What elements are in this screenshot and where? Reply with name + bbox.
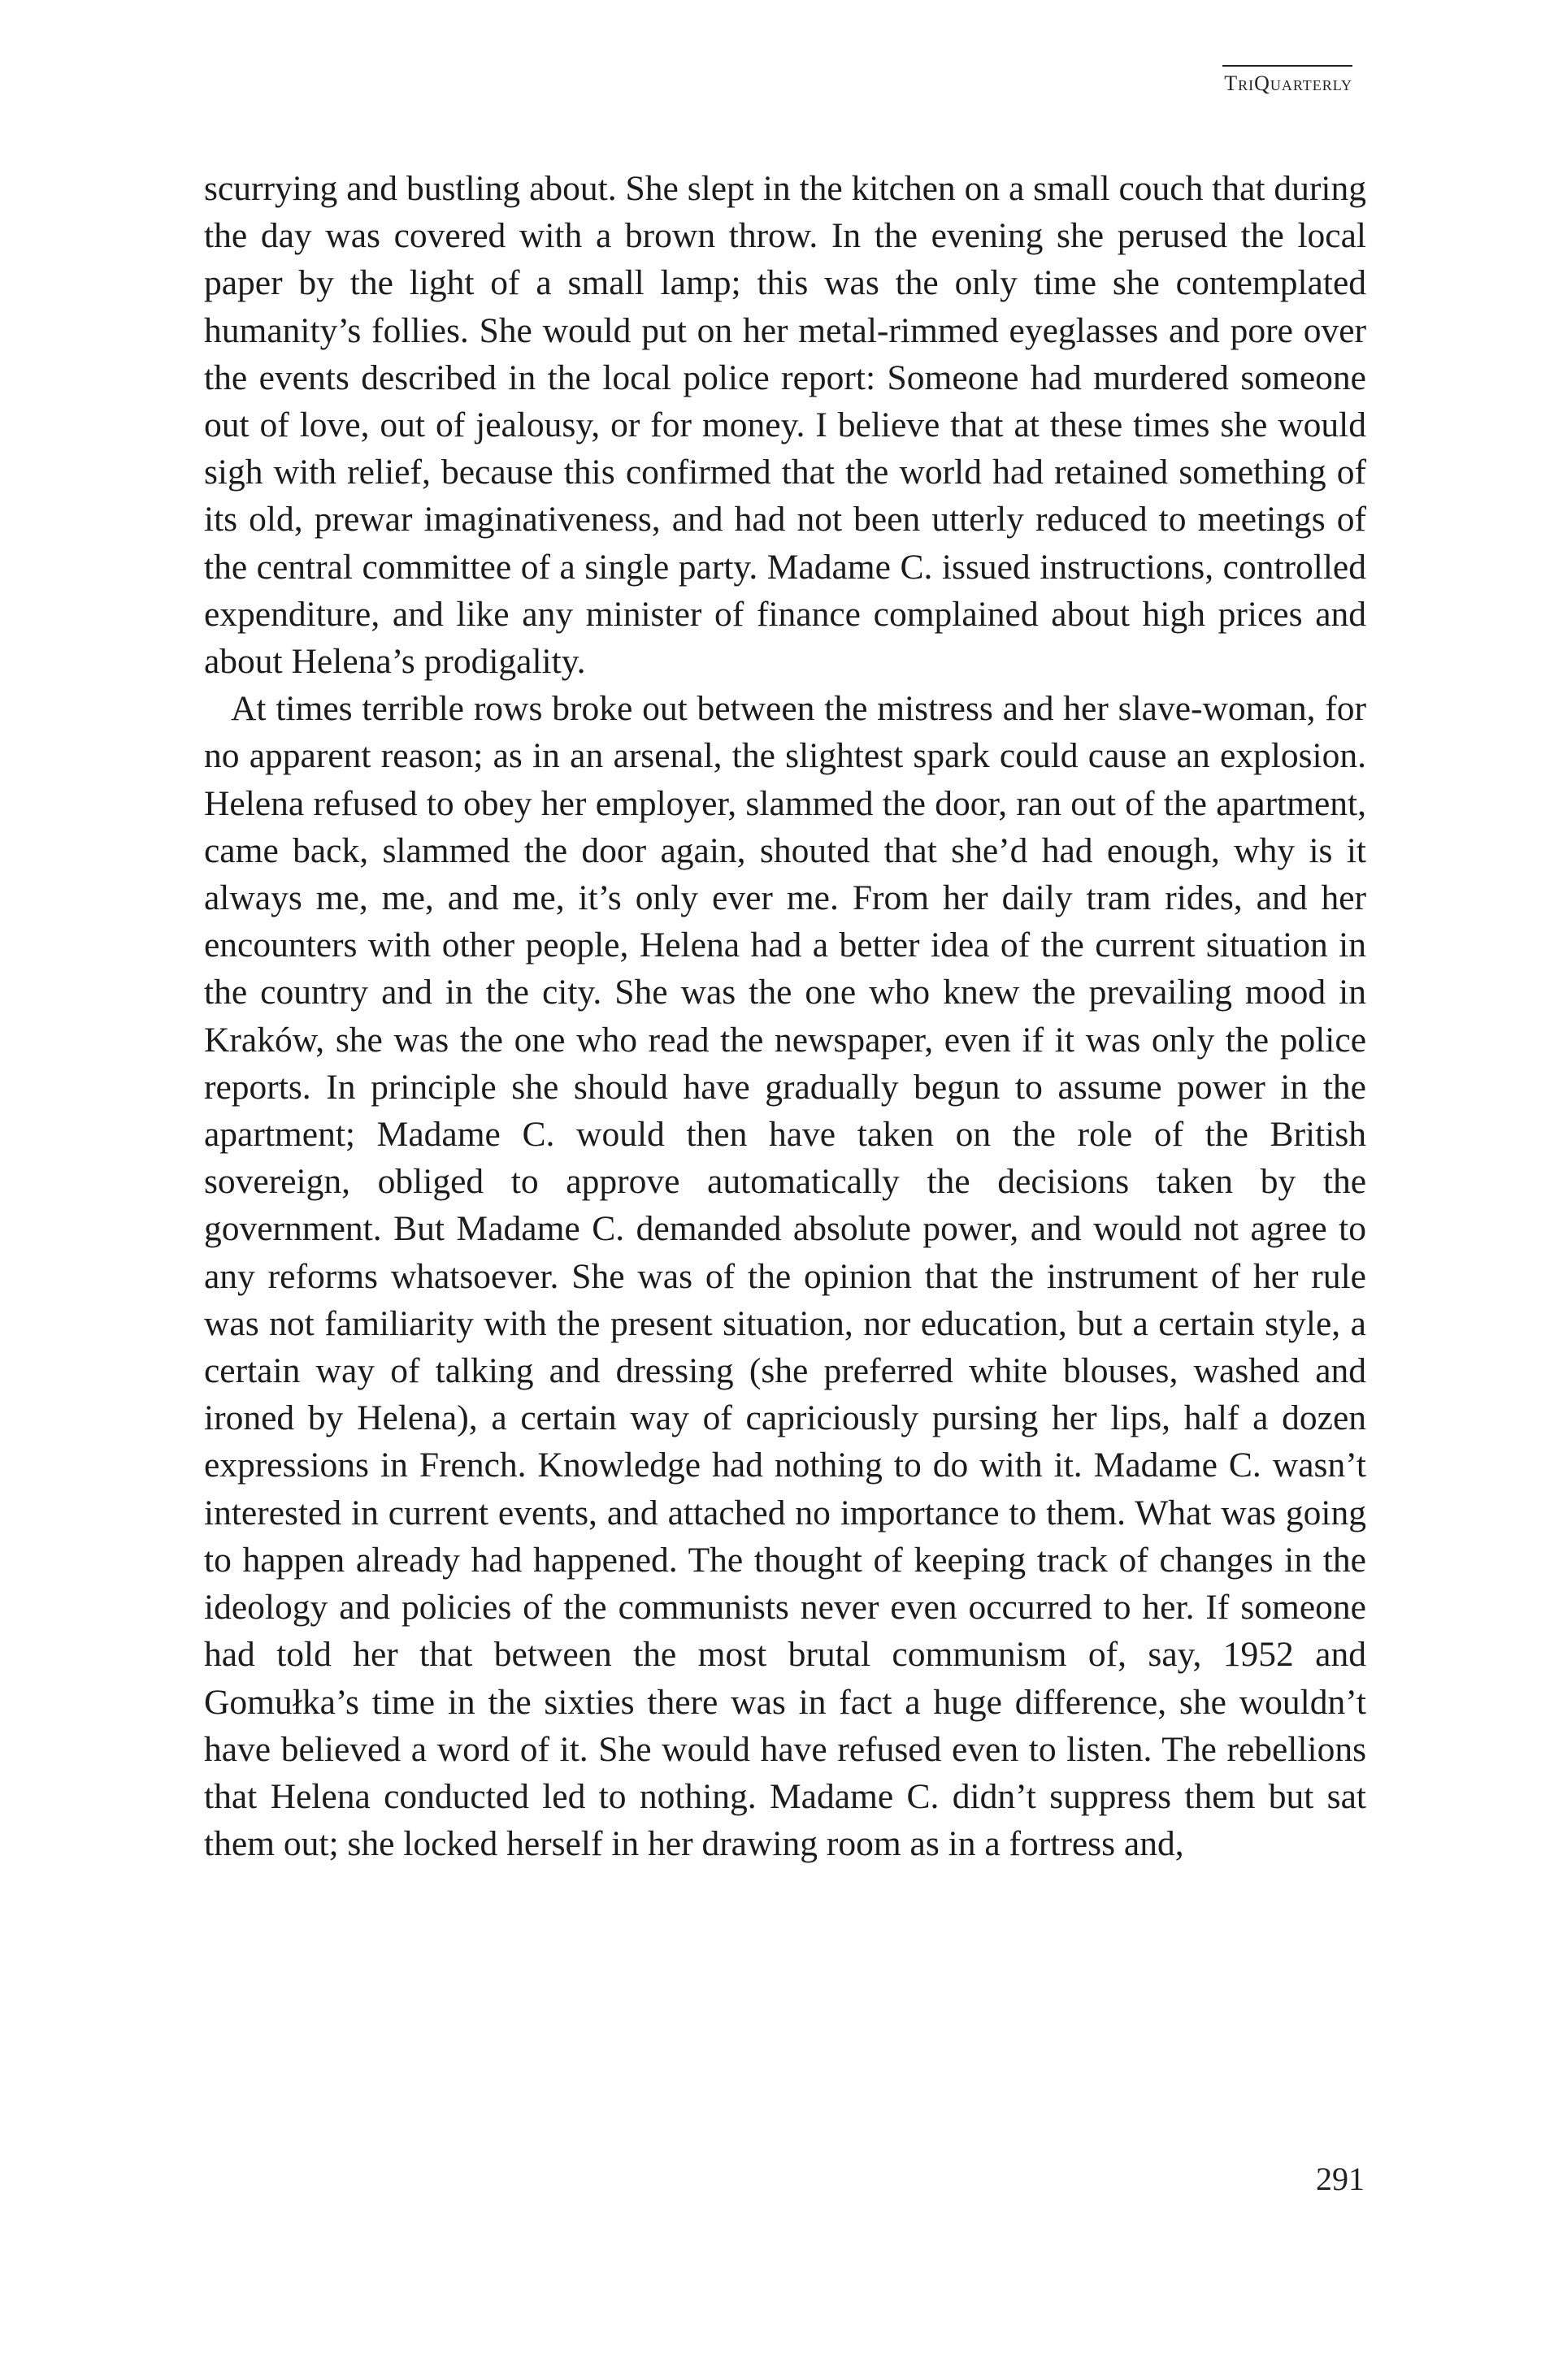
header-rule: [1222, 65, 1352, 67]
paragraph-1: scurrying and bustling about. She slept in the kitchen on a small couch that during the day was covered with a brown throw. In the evening she perused the local paper by the light of a small lamp; this was the only time she contemplated humanity’s follies. She would put on her metal-rimmed eyeglasses and pore over the events described in the local police report: Someone had murdered someone out of love, out of jealousy, or for money. I believe that at these times she would sigh with relief, because this confirmed that the world had retained something of its old, prewar imaginativeness, and had not been utterly reduced to meetings of the central committee of a single party. Madame C. issued instructions, controlled expenditure, and like any minister of finance complained about high prices and about Helena’s prodigality.: [204, 169, 1366, 682]
body-text: [204, 165, 1366, 1867]
page-number: 291: [1316, 2161, 1365, 2197]
running-title: TriQuarterly: [1224, 72, 1352, 95]
paragraph-2: At times terrible rows broke out between the mistress and her slave-woman, for no apparent reason; as in an arsenal, the slightest spark could cause an explosion. Helena refused to obey her employer, slammed the door, ran out of the apartment, came back, slammed the door again, shouted that she’d had enough, why is it always me, me, and me, it’s only ever me. From her daily tram rides, and her encounters with other people, Helena had a better idea of the current situation in the country and in the city. She was the one who knew the prevailing mood in Kraków, she was the one who read the newspaper, even if it was only the police reports. In principle she should have gradually begun to assume power in the apartment; Madame C. would then have taken on the role of the British sovereign, obliged to approve automatically the decisions taken by the government. But Madame C. demanded absolute power, and would not agree to any reforms whatsoever. She was of the opinion that the instrument of her rule was not familiarity with the present situation, nor education, but a certain style, a certain way of talking and dressing (she preferred white blouses, washed and ironed by Helena), a certain way of capriciously pursing her lips, half a dozen expressions in French. Knowledge had nothing to do with it. Madame C. wasn’t interested in current events, and attached no importance to them. What was going to happen already had happened. The thought of keeping track of changes in the ideology and policies of the communists never even occurred to her. If someone had told her that between the most brutal communism of, say, 1952 and Gomułka’s time in the sixties there was in fact a huge difference, she wouldn’t have believed a word of it. She would have refused even to listen. The rebellions that Helena conducted led to nothing. Madame C. didn’t suppress them but sat them out; she locked herself in her drawing room as in a fortress and,: [204, 689, 1366, 1864]
